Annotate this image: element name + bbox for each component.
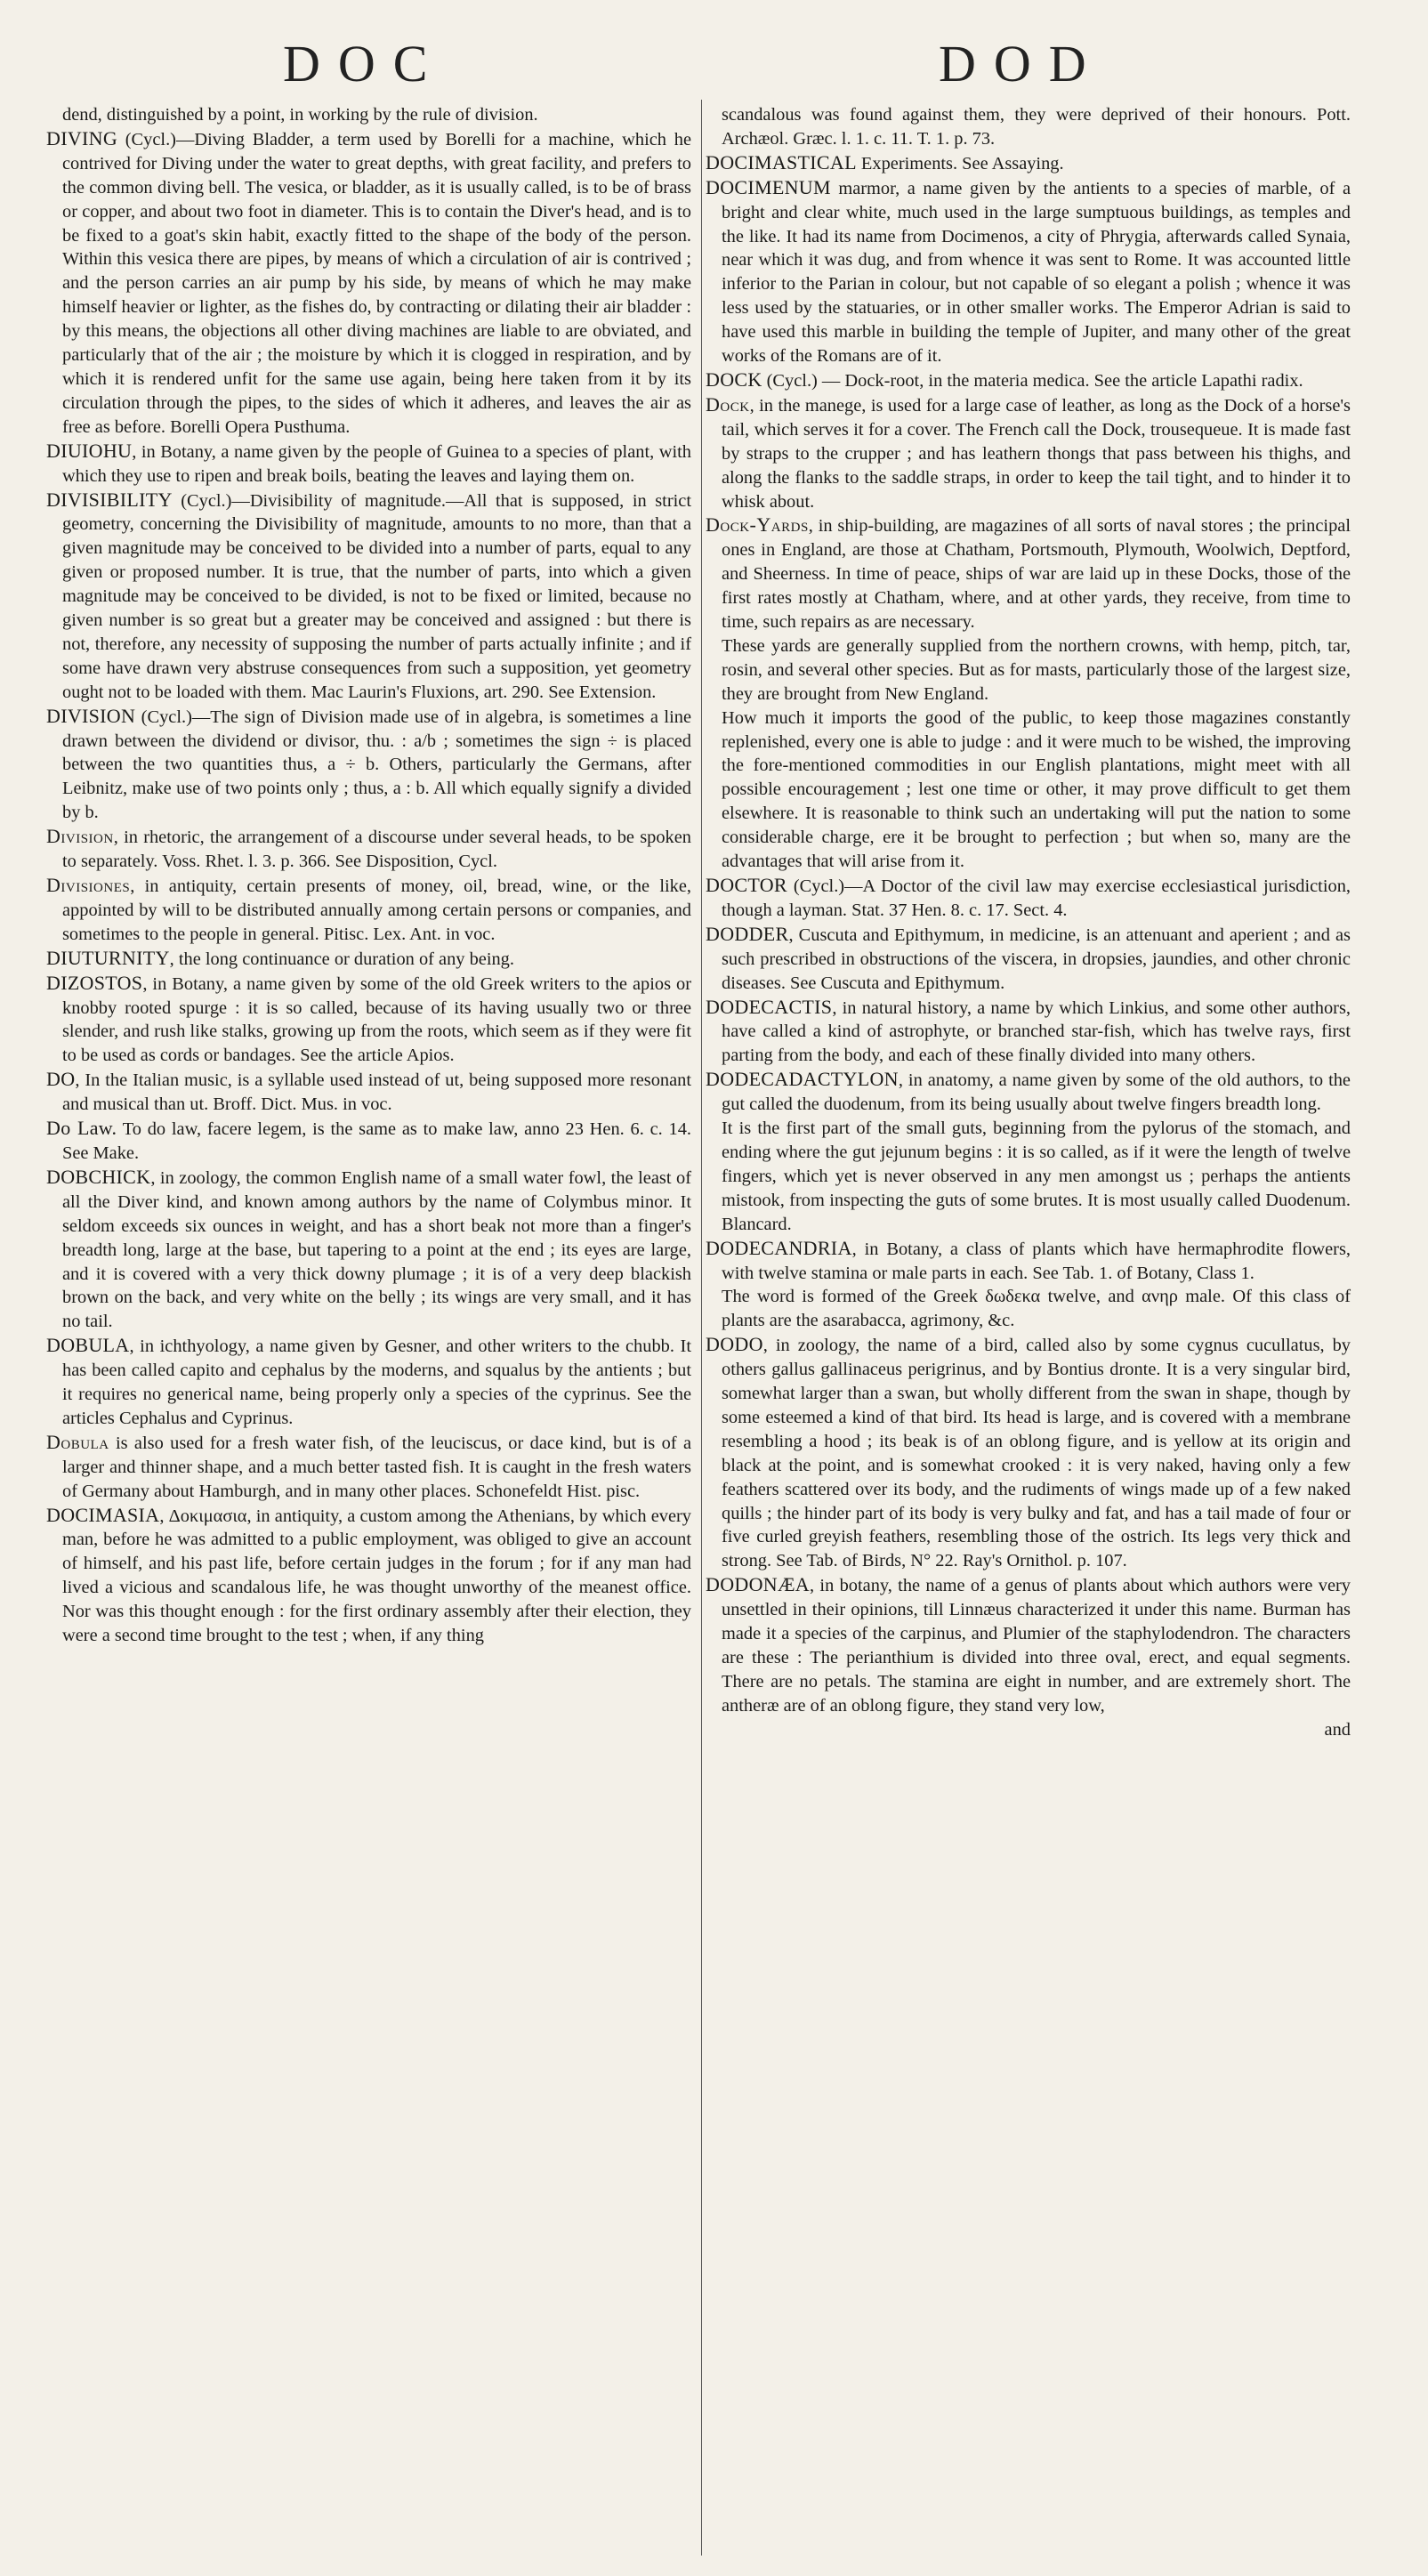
entry-continuation: scandalous was found against them, they were deprived of their honours. Pott. Archæol. Græc. l. 1. c. 11. T. 1. p. 73. [722,105,1351,149]
paragraph: How much it imports the good of the public, to keep those magazines constantly replenished, every one is able to judge : and it were much to be wished, the improving the fore-mentioned commodities in our English plantations, might meet with all possible encouragement ; lest one time or other, it may prove difficult to get them elsewhere. It is reasonable to think such an undertaking will put the nation to some considerable charge, ere it be brought to perfection ; but when so, many are the advantages that will arise from it. [722,707,1351,872]
page-header [0,34,1428,96]
left-running-head: DOC [283,35,446,93]
entry-dobula-fish: Dobula is also used for a fresh water fish, of the leuciscus, or dace kind, but is of a larger and thinner shape, and a much better tasted fish. It is caught in the fresh waters of Germany about Hamburgh, and in many other places. Schonefeldt Hist. pisc. [46,1430,691,1501]
entry-dodo: DODO, in zoology, the name of a bird, called also by some cygnus cucullatus, by others gallus gallinaceus perigrinus, and by Bontius dronte. It is a very singular bird, somewhat larger than a swan, but wholly different from the swan in shape, though by some esteemed a kind of that bird. Its head is large, and is covered with a membrane resembling a hood ; its beak is of an oblong figure, and is yellow at its origin and black at the point, and is somewhat crooked : it is very naked, having only a few feathers scattered over its body, and the rudiments of wings made up of a few naked quills ; the hinder part of its body is very bulky and fat, and has a tail made of four or five curled greyish feathers, resembling those of the ostrich. Its legs very thick and strong. See Tab. of Birds, N° 22. Ray's Ornithol. p. 107. [706,1333,1351,1571]
entry-divisibility: DIVISIBILITY (Cycl.)—Divisibility of magnitude.—All that is supposed, in strict geometry, concerning the Divisibility of magnitude, amounts to no more, than that a given magnitude may be conceived to be divided into a number of parts, equal to any given or proposed number. It is true, that the number of parts, into which a given magnitude may be conceived to be divided, is not to be fixed or limited, because no given number is so great but a greater may be conceived and assigned : but there is not, therefore, any necessity of supposing the number of parts actually infinite ; and if some have drawn very abstruse consequences from such a supposition, yet geometry ought not to be loaded with them. Mac Laurin's Fluxions, art. 290. See Extension. [46,488,691,702]
paragraph: The word is formed of the Greek δωδεκα twelve, and ανηρ male. Of this class of plants are the asarabacca, agrimony, &c. [722,1287,1351,1331]
entry-diuiohu: DIUIOHU, in Botany, a name given by the people of Guinea to a species of plant, with which they use to ripen and break boils, beating the leaves and laying them on. [46,439,691,486]
paragraph: It is the first part of the small guts, beginning from the pylorus of the stomach, and ending where the gut jejunum begins : it is so called, as if it were the length of twelve fingers, which yet is never observed in any men amongst us ; perhaps the antients mistook, from inspecting the guts of some brutes. It is most usually called Duodenum. Blancard. [722,1118,1351,1234]
entry-dock-manege: Dock, in the manege, is used for a large case of leather, as long as the Dock of a horse's tail, which serves it for a cover. The French call the Dock, trousequeue. It is made fast by straps to the crupper ; and has leathern thongs that pass between his thighs, and along the flanks to the saddle straps, in order to keep the tail tight, and to hinder it to whisk about. [706,392,1351,512]
left-column [46,103,691,1648]
catchword: and [1324,1719,1351,1740]
entry-dodonaea: DODONÆA, in botany, the name of a genus of plants about which authors were very unsettled in their opinions, till Linnæus characterized it under this name. Burman has made it a species of the carpinus, and Plumier of the staphylodendron. The characters are these : The perianthium is divided into three oval, erect, and equal segments. There are no petals. The stamina are eight in number, and are extremely short. The antheræ are of an oblong figure, they stand very low, [706,1573,1351,1716]
entry-doctor: DOCTOR (Cycl.)—A Doctor of the civil law may exercise ecclesiastical jurisdiction, though a layman. Stat. 37 Hen. 8. c. 17. Sect. 4. [706,874,1351,920]
entry-divisiones: Divisiones, in antiquity, certain presents of money, oil, bread, wine, or the like, appointed by will to be distributed annually among certain persons or companies, and sometimes to the people in general. Pitisc. Lex. Ant. in voc. [46,874,691,944]
entry-dodder: DODDER, Cuscuta and Epithymum, in medicine, is an attenuant and aperient ; and as such prescribed in obstructions of the viscera, in dropsies, jaundies, and other chronic diseases. See Cuscuta and Epithymum. [706,922,1351,993]
entry-dock: DOCK (Cycl.) — Dock-root, in the materia medica. See the article Lapathi radix. [706,367,1303,391]
entry-docimastical: DOCIMASTICAL Experiments. See Assaying. [706,150,1064,174]
entry-dock-yards: Dock-Yards, in ship-building, are magazines of all sorts of naval stores ; the principal ones in England, are those at Chatham, Portsmouth, Plymouth, Woolwich, Deptford, and Sheerness. In time of peace, ships of war are laid up in these Docks, those of the first rates mostly at Chatham, where, and at other yards, they receive, from time to time, such repairs as are necessary. [706,513,1351,633]
entry-dodecandria: DODECANDRIA, in Botany, a class of plants which have hermaphrodite flowers, with twelve stamina or male parts in each. See Tab. 1. of Botany, Class 1. [706,1236,1351,1283]
entry-division: DIVISION (Cycl.)—The sign of Division made use of in algebra, is sometimes a line drawn between the dividend or divisor, thu. : a/b ; sometimes the sign ÷ is placed between the two quantities thus, a ÷ b. Others, particularly the Germans, after Leibnitz, make use of two points only ; thus, a : b. All which equally signify a divided by b. [46,704,691,823]
entry-continuation: dend, distinguished by a point, in working by the rule of division. [62,105,538,125]
entry-division-rhetoric: Division, in rhetoric, the arrangement of a discourse under several heads, to be spoken to separately. Voss. Rhet. l. 3. p. 366. See Disposition, Cycl. [46,825,691,872]
entry-dobula: DOBULA, in ichthyology, a name given by Gesner, and other writers to the chubb. It has been called capito and cephalus by the moderns, and squalus by the antients ; but it requires no generical name, being properly only a species of the cyprinus. See the articles Cephalus and Cyprinus. [46,1334,691,1428]
entry-docimasia: DOCIMASIA, Δοκιμασια, in antiquity, a custom among the Athenians, by which every man, before he was admitted to a public employment, was obliged to give an account of himself, and his past life, before certain judges in the forum ; for if any man had lived a vicious and scandalous life, he was thought unworthy of the meanest office. Nor was this thought enough : for the first ordinary assembly after their election, they were a second time brought to the test ; when, if any thing [46,1503,691,1646]
entry-do-law: Do Law. To do law, facere legem, is the same as to make law, anno 23 Hen. 6. c. 14. See Make. [46,1117,691,1163]
entry-diving: DIVING (Cycl.)—Diving Bladder, a term used by Borelli for a machine, which he contrived for Diving under the water to great depths, with great facility, and prefers to the common diving bell. The vesica, or bladder, as it is usually called, is to be of brass or copper, and about two foot in diameter. This is to contain the Diver's head, and is to be fixed to a goat's skin habit, exactly fitted to the shape of the body of the person. Within this vesica there are pipes, by means of which a circulation of air is contrived ; and the person carries an air pump by his side, by means of which he may make himself heavier or lighter, as the fishes do, by contracting or dilating their air bladder : by this means, the objections all other diving machines are liable to are obviated, and particularly that of the air ; the moisture by which it is clogged in respiration, and by which it is rendered unfit for the same use again, being here taken from it by its circulation through the pipes, to the sides of which it adheres, and leaves the air as free as before. Borelli Opera Pusthuma. [46,126,691,437]
entry-dodecactis: DODECACTIS, in natural history, a name by which Linkius, and some other authors, have called a kind of astrophyte, or branched star-fish, which has twelve rays, first parting from the body, and each of these finally divided into many others. [706,995,1351,1066]
paragraph: These yards are generally supplied from the northern crowns, with hemp, pitch, tar, rosin, and several other species. But as for masts, particularly those of the largest size, they are brought from New England. [722,635,1351,704]
entry-dobchick: DOBCHICK, in zoology, the common English name of a small water fowl, the least of all the Diver kind, and known among authors by the name of Colymbus minor. It seldom exceeds six ounces in weight, and has a short beak not more than a finger's breadth long, large at the base, but tapering to a point at the end ; its eyes are large, and it is covered with a very thick downy plumage ; it is of a very deep blackish brown on the back, and very white on the belly ; its wings are very small, and it has no tail. [46,1165,691,1332]
column-divider [701,100,702,2556]
entry-dizostos: DIZOSTOS, in Botany, a name given by some of the old Greek writers to the apios or knobby rooted spurge : it is so called, because of its having usually two or three slender, and rush like stalks, growing up from the roots, which seem as if they were fit to be used as cords or bandages. See the article Apios. [46,971,691,1066]
entry-dodecadactylon: DODECADACTYLON, in anatomy, a name given by some of the old authors, to the gut called the duodenum, from its being usually about twelve fingers breadth long. [706,1068,1351,1115]
entry-do: DO, In the Italian music, is a syllable used instead of ut, being supposed more resonant and musical than ut. Broff. Dict. Mus. in voc. [46,1068,691,1115]
entry-diuturnity: DIUTURNITY, the long continuance or duration of any being. [46,946,514,969]
entry-docimenum: DOCIMENUM marmor, a name given by the antients to a species of marble, of a bright and clear white, much used in the large sumptuous buildings, as temples and the like. It had its name from Docimenos, a city of Phrygia, afterwards called Synaia, near which it was dug, and from whence it was sent to Rome. It was accounted little inferior to the Parian in colour, but not capable of so elegant a polish ; whence it was less used by the statuaries, or in other smaller works. The Emperor Adrian is said to have used this marble in building the temple of Jupiter, and many other of the great works of the Romans are of it. [706,175,1351,367]
right-running-head: DOD [939,35,1104,93]
right-column [706,103,1351,1742]
